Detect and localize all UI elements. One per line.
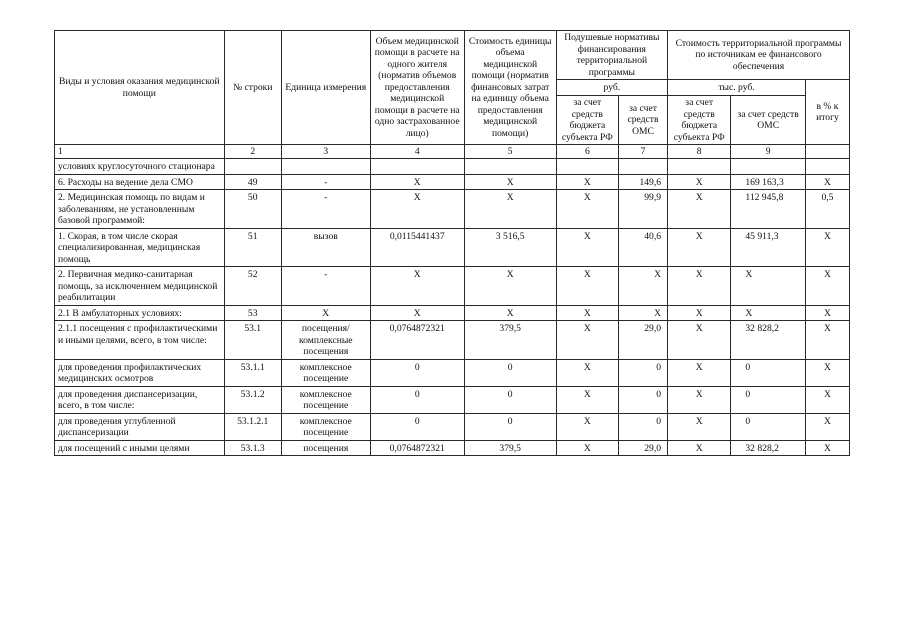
per-capita-oms-cell: X — [619, 305, 668, 321]
column-number: 5 — [464, 145, 556, 159]
unit-cell: X — [281, 305, 370, 321]
table-row — [55, 305, 850, 321]
program-budget-cell: X — [668, 228, 731, 267]
percent-cell — [805, 159, 849, 175]
unit-cell: - — [281, 174, 370, 190]
per-capita-oms-cell: 99,9 — [619, 190, 668, 229]
unit-cell: - — [281, 267, 370, 306]
per-capita-oms-cell: 0 — [619, 359, 668, 386]
column-number: 2 — [224, 145, 281, 159]
unit-cost-cell: 0 — [464, 359, 556, 386]
volume-cell: X — [370, 267, 464, 306]
header-tp-oms: за счет средств ОМС — [731, 96, 806, 145]
row-number — [224, 159, 281, 175]
volume-cell: X — [370, 190, 464, 229]
unit-cell: комплексное посещение — [281, 386, 370, 413]
program-oms-cell: 112 945,8 — [731, 190, 806, 229]
header-pc-oms: за счет средств ОМС — [619, 96, 668, 145]
row-number: 53.1.2.1 — [224, 413, 281, 440]
program-oms-cell: 0 — [731, 413, 806, 440]
program-budget-cell: X — [668, 305, 731, 321]
table-body — [55, 159, 850, 456]
per-capita-budget-cell: X — [556, 190, 618, 229]
unit-cell: вызов — [281, 228, 370, 267]
row-number: 49 — [224, 174, 281, 190]
program-budget-cell: X — [668, 190, 731, 229]
unit-cost-cell: X — [464, 174, 556, 190]
column-number: 9 — [731, 145, 806, 159]
row-number: 52 — [224, 267, 281, 306]
row-number: 50 — [224, 190, 281, 229]
header-rub: руб. — [556, 80, 667, 96]
volume-cell: 0,0764872321 — [370, 321, 464, 360]
column-number: 8 — [668, 145, 731, 159]
row-label: 2.1 В амбулаторных условиях: — [55, 305, 225, 321]
header-unit: Единица измерения — [281, 31, 370, 145]
unit-cost-cell: X — [464, 190, 556, 229]
per-capita-budget-cell: X — [556, 267, 618, 306]
unit-cost-cell: 0 — [464, 386, 556, 413]
table-row — [55, 174, 850, 190]
volume-cell: X — [370, 305, 464, 321]
header-program-cost-group: Стоимость территориальной программы по источникам ее финансового обеспечения — [668, 31, 850, 80]
per-capita-oms-cell: 29,0 — [619, 321, 668, 360]
row-number: 53.1.3 — [224, 440, 281, 456]
per-capita-budget-cell: X — [556, 413, 618, 440]
table-row — [55, 159, 850, 175]
percent-cell: X — [805, 228, 849, 267]
program-oms-cell: X — [731, 305, 806, 321]
per-capita-oms-cell: 0 — [619, 386, 668, 413]
program-budget-cell: X — [668, 321, 731, 360]
header-pct-total: в % к итогу — [805, 80, 849, 145]
percent-cell: X — [805, 359, 849, 386]
per-capita-oms-cell: X — [619, 267, 668, 306]
unit-cost-cell: 379,5 — [464, 440, 556, 456]
table-row — [55, 413, 850, 440]
volume-cell: 0,0115441437 — [370, 228, 464, 267]
row-label: для проведения диспансеризации, всего, в том числе: — [55, 386, 225, 413]
unit-cost-cell: 379,5 — [464, 321, 556, 360]
per-capita-oms-cell: 149,6 — [619, 174, 668, 190]
header-pc-budget: за счет средств бюджета субъекта РФ — [556, 96, 618, 145]
volume-cell: X — [370, 174, 464, 190]
row-number: 51 — [224, 228, 281, 267]
per-capita-budget-cell: X — [556, 440, 618, 456]
program-budget-cell: X — [668, 386, 731, 413]
table-row — [55, 386, 850, 413]
program-oms-cell — [731, 159, 806, 175]
financing-table — [54, 30, 850, 456]
column-number: 3 — [281, 145, 370, 159]
program-oms-cell: 0 — [731, 386, 806, 413]
header-tp-budget: за счет средств бюджета субъекта РФ — [668, 96, 731, 145]
percent-cell: X — [805, 386, 849, 413]
header-per-capita-group: Подушевые нормативы финансирования территориальной программы — [556, 31, 667, 80]
program-budget-cell: X — [668, 174, 731, 190]
header-volume: Объем медицинской помощи в расчете на одного жителя (норматив объемов предоставления медицинской помощи в расчете на одно застрахованное лицо) — [370, 31, 464, 145]
per-capita-budget-cell: X — [556, 321, 618, 360]
table-row — [55, 359, 850, 386]
per-capita-budget-cell: X — [556, 305, 618, 321]
header-thous-rub: тыс. руб. — [668, 80, 806, 96]
unit-cost-cell: X — [464, 305, 556, 321]
row-label: для проведения углубленной диспансеризации — [55, 413, 225, 440]
unit-cell: комплексное посещение — [281, 413, 370, 440]
volume-cell: 0 — [370, 386, 464, 413]
unit-cell: комплексное посещение — [281, 359, 370, 386]
table-row — [55, 228, 850, 267]
unit-cost-cell — [464, 159, 556, 175]
percent-cell: X — [805, 305, 849, 321]
percent-cell: X — [805, 267, 849, 306]
per-capita-oms-cell — [619, 159, 668, 175]
per-capita-budget-cell: X — [556, 174, 618, 190]
header-row-number: № строки — [224, 31, 281, 145]
per-capita-budget-cell — [556, 159, 618, 175]
row-label: 6. Расходы на ведение дела СМО — [55, 174, 225, 190]
row-number: 53.1 — [224, 321, 281, 360]
per-capita-budget-cell: X — [556, 228, 618, 267]
program-oms-cell: X — [731, 267, 806, 306]
program-budget-cell: X — [668, 359, 731, 386]
column-number: 7 — [619, 145, 668, 159]
volume-cell: 0 — [370, 359, 464, 386]
per-capita-oms-cell: 0 — [619, 413, 668, 440]
unit-cell: посещения — [281, 440, 370, 456]
per-capita-budget-cell: X — [556, 359, 618, 386]
unit-cost-cell: 0 — [464, 413, 556, 440]
unit-cell: - — [281, 190, 370, 229]
row-label: 1. Скорая, в том числе скорая специализированная, медицинская помощь — [55, 228, 225, 267]
program-budget-cell: X — [668, 440, 731, 456]
column-number — [805, 145, 849, 159]
program-oms-cell: 0 — [731, 359, 806, 386]
table-row — [55, 440, 850, 456]
row-number: 53 — [224, 305, 281, 321]
percent-cell: X — [805, 440, 849, 456]
program-oms-cell: 45 911,3 — [731, 228, 806, 267]
program-oms-cell: 32 828,2 — [731, 440, 806, 456]
program-budget-cell — [668, 159, 731, 175]
row-label: для проведения профилактических медицинских осмотров — [55, 359, 225, 386]
row-label: 2. Медицинская помощь по видам и заболеваниям, не установленным базовой программой: — [55, 190, 225, 229]
table-row — [55, 321, 850, 360]
header-unit-cost: Стоимость единицы объема медицинской помощи (норматив финансовых затрат на единицу объема предоставления медицинской помощи) — [464, 31, 556, 145]
per-capita-oms-cell: 29,0 — [619, 440, 668, 456]
unit-cell — [281, 159, 370, 175]
row-label: условиях круглосуточного стационара — [55, 159, 225, 175]
percent-cell: X — [805, 321, 849, 360]
table-row — [55, 267, 850, 306]
unit-cost-cell: X — [464, 267, 556, 306]
program-budget-cell: X — [668, 413, 731, 440]
per-capita-budget-cell: X — [556, 386, 618, 413]
unit-cell: посещения/ комплексные посещения — [281, 321, 370, 360]
unit-cost-cell: 3 516,5 — [464, 228, 556, 267]
column-number: 6 — [556, 145, 618, 159]
row-label: для посещений с иными целями — [55, 440, 225, 456]
column-number: 4 — [370, 145, 464, 159]
program-oms-cell: 32 828,2 — [731, 321, 806, 360]
program-oms-cell: 169 163,3 — [731, 174, 806, 190]
per-capita-oms-cell: 40,6 — [619, 228, 668, 267]
volume-cell: 0 — [370, 413, 464, 440]
volume-cell — [370, 159, 464, 175]
column-number: 1 — [55, 145, 225, 159]
row-number: 53.1.2 — [224, 386, 281, 413]
percent-cell: X — [805, 174, 849, 190]
row-label: 2. Первичная медико-санитарная помощь, за исключением медицинской реабилитации — [55, 267, 225, 306]
table-row — [55, 190, 850, 229]
percent-cell: X — [805, 413, 849, 440]
percent-cell: 0,5 — [805, 190, 849, 229]
row-number: 53.1.1 — [224, 359, 281, 386]
program-budget-cell: X — [668, 267, 731, 306]
header-type-of-care: Виды и условия оказания медицинской помощи — [55, 31, 225, 145]
volume-cell: 0,0764872321 — [370, 440, 464, 456]
row-label: 2.1.1 посещения с профилактическими и иными целями, всего, в том числе: — [55, 321, 225, 360]
